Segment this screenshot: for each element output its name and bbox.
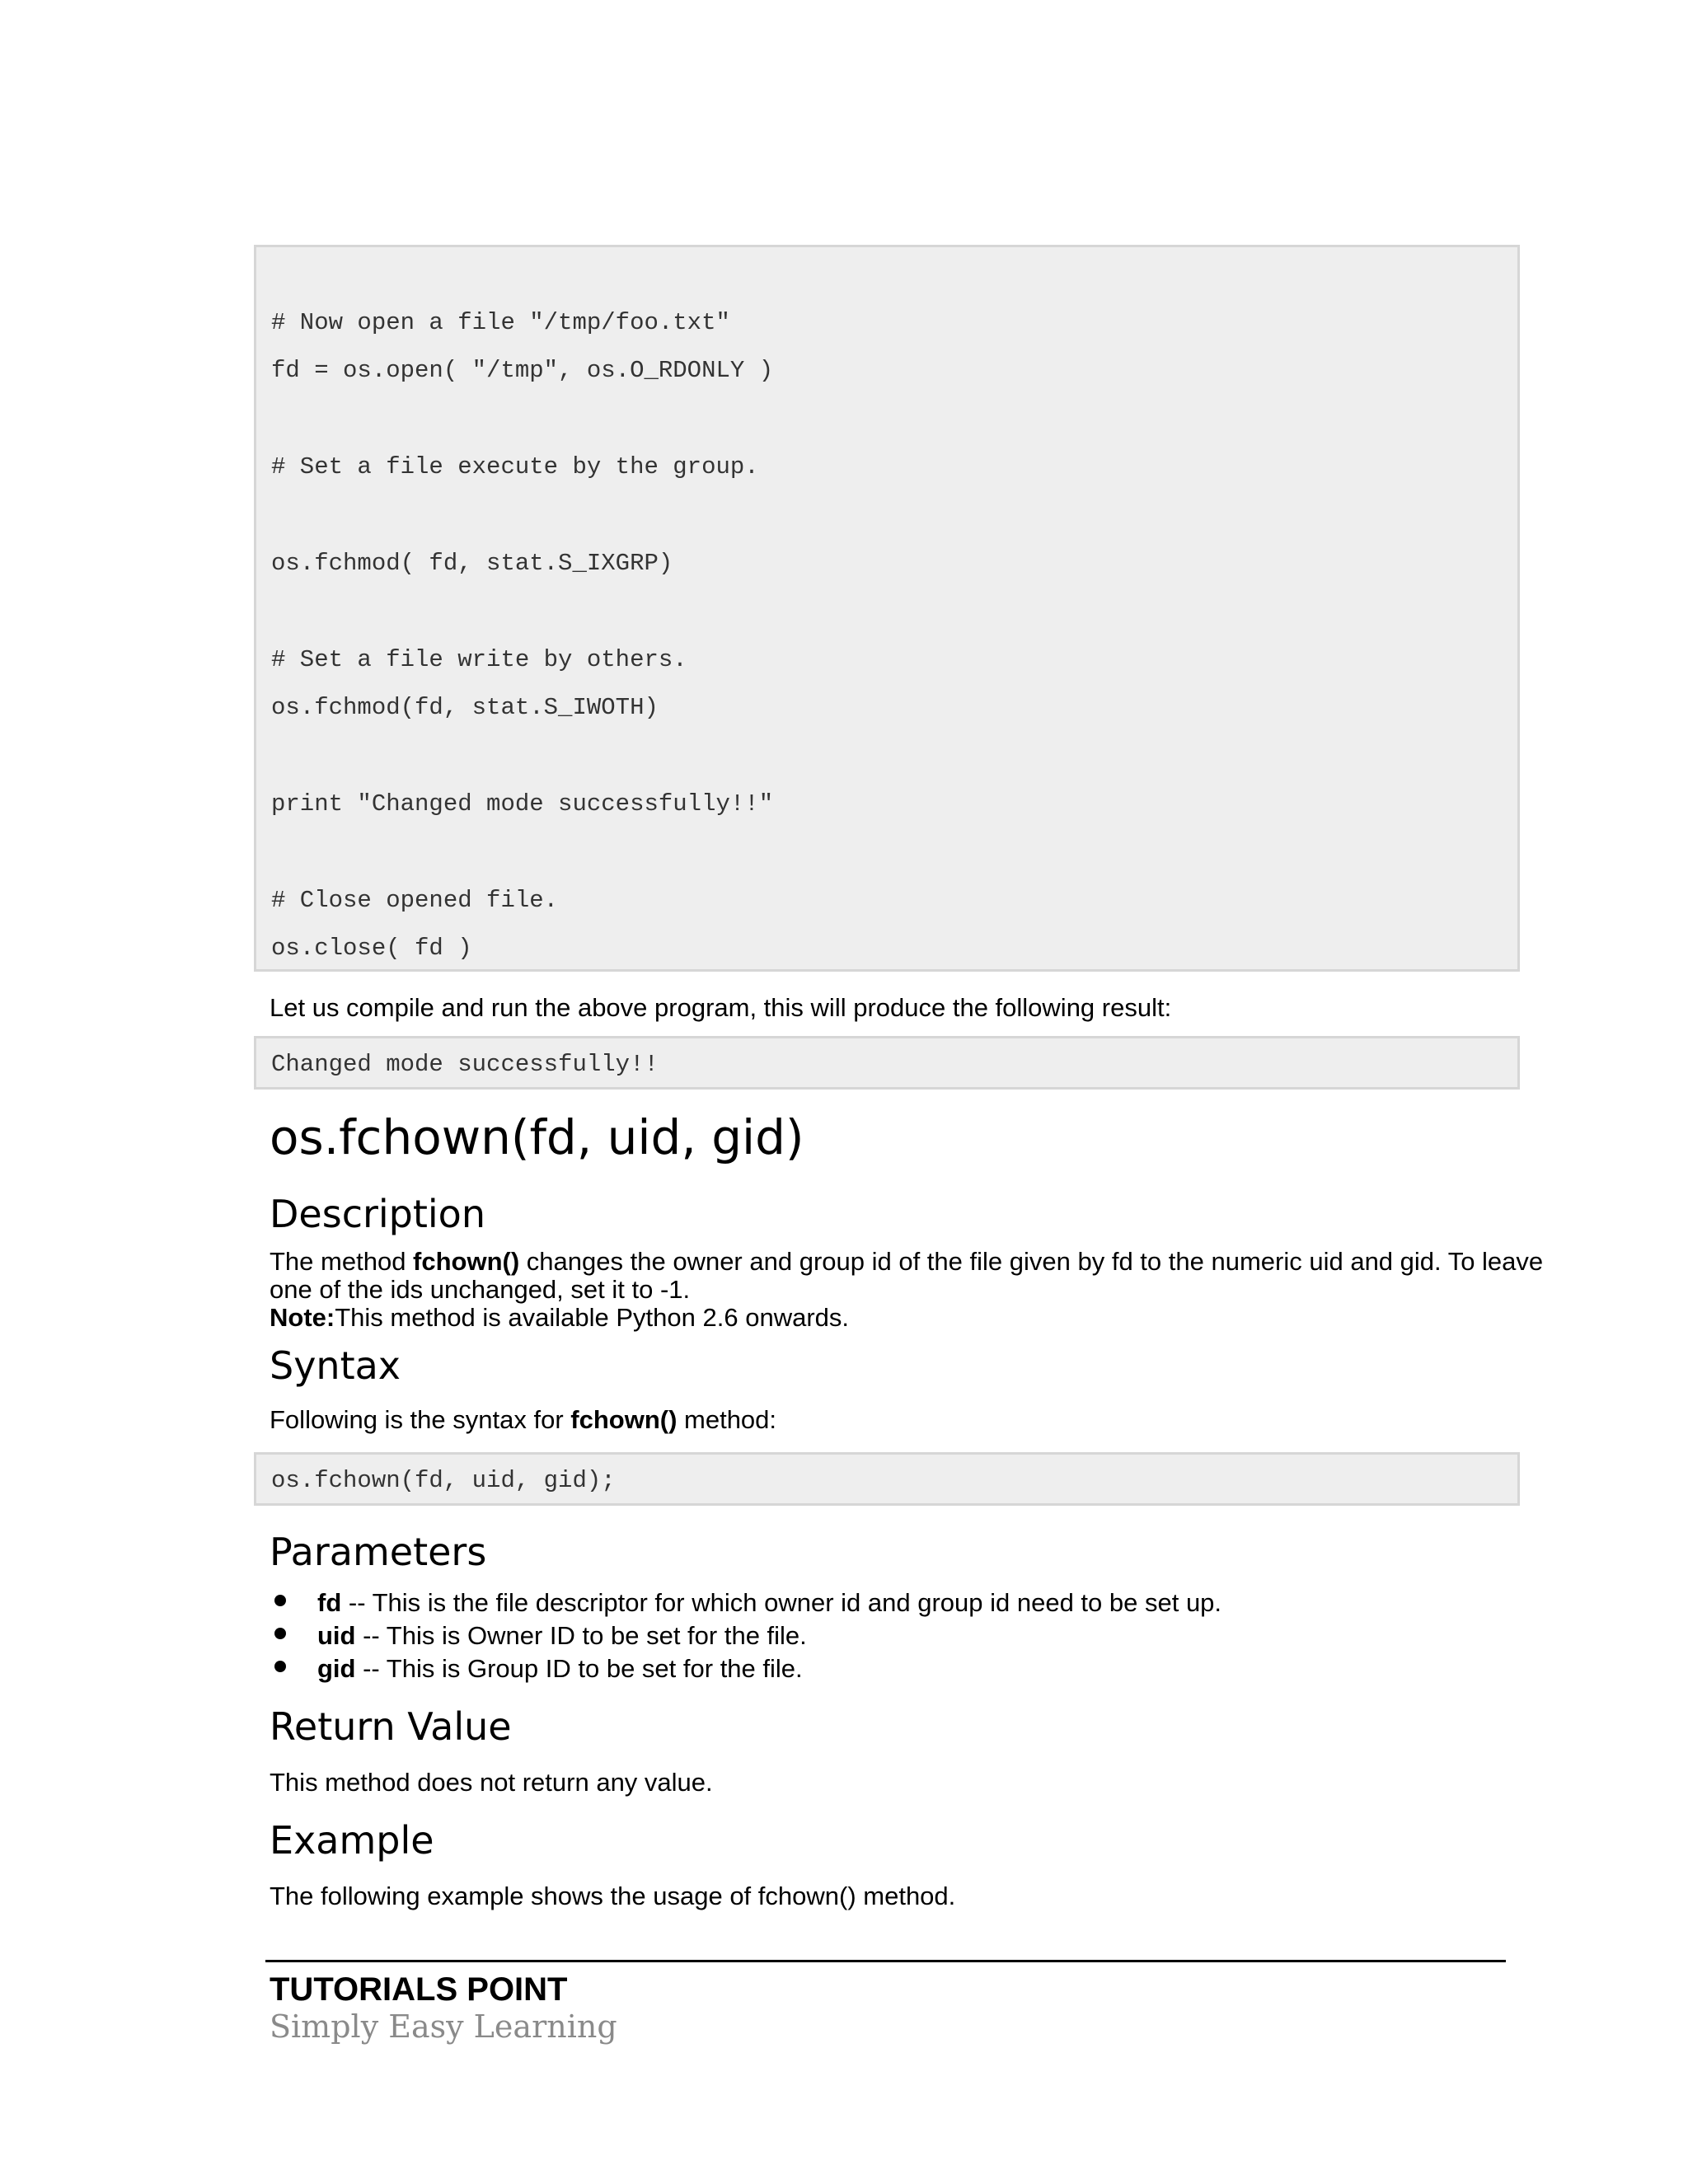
method-title: os.fchown(fd, uid, gid)	[270, 1109, 804, 1165]
code-line: print "Changed mode successfully!!"	[271, 790, 774, 818]
parameter-name: gid	[317, 1654, 356, 1683]
parameter-desc: -- This is Group ID to be set for the file.	[355, 1654, 803, 1683]
bullet-icon	[274, 1595, 286, 1606]
result-intro-text: Let us compile and run the above program, this will produce the following result:	[270, 993, 1172, 1022]
parameter-name: uid	[317, 1621, 356, 1650]
return-value-heading: Return Value	[270, 1704, 512, 1749]
code-line: os.close( fd )	[271, 935, 472, 962]
description-note: Note:This method is available Python 2.6 onwards.	[270, 1303, 850, 1332]
code-line: # Now open a file "/tmp/foo.txt"	[271, 309, 730, 336]
code-line: # Set a file execute by the group.	[271, 453, 759, 480]
bullet-icon	[274, 1661, 286, 1672]
syntax-intro: Following is the syntax for fchown() method:	[270, 1405, 777, 1434]
footer-subtitle: Simply Easy Learning	[270, 2008, 617, 2045]
output-block	[254, 1036, 1520, 1090]
example-heading: Example	[270, 1818, 434, 1863]
description-heading: Description	[270, 1192, 485, 1236]
syntax-heading: Syntax	[270, 1343, 401, 1388]
description-text-line2: one of the ids unchanged, set it to -1.	[270, 1275, 691, 1304]
code-line: # Close opened file.	[271, 887, 559, 914]
footer-title: TUTORIALS POINT	[270, 1971, 568, 2008]
output-line: Changed mode successfully!!	[271, 1051, 659, 1078]
code-line: os.fchmod( fd, stat.S_IXGRP)	[271, 550, 673, 577]
code-line: # Set a file write by others.	[271, 646, 687, 673]
footer-divider	[265, 1960, 1506, 1962]
parameter-name: fd	[317, 1588, 342, 1617]
code-line: fd = os.open( "/tmp", os.O_RDONLY )	[271, 357, 774, 384]
syntax-code-line: os.fchown(fd, uid, gid);	[271, 1467, 616, 1494]
syntax-code-block	[254, 1452, 1520, 1506]
description-text-line1: The method fchown() changes the owner and group id of the file given by fd to the numeric uid and gid. To leave	[270, 1247, 1544, 1276]
parameter-desc: -- This is the file descriptor for which owner id and group id need to be set up.	[341, 1588, 1222, 1617]
example-text: The following example shows the usage of fchown() method.	[270, 1882, 956, 1910]
code-line: os.fchmod(fd, stat.S_IWOTH)	[271, 694, 659, 721]
bullet-icon	[274, 1628, 286, 1639]
code-block	[254, 245, 1520, 972]
parameter-desc: -- This is Owner ID to be set for the file.	[355, 1621, 807, 1650]
return-value-text: This method does not return any value.	[270, 1768, 713, 1797]
parameters-heading: Parameters	[270, 1530, 487, 1574]
